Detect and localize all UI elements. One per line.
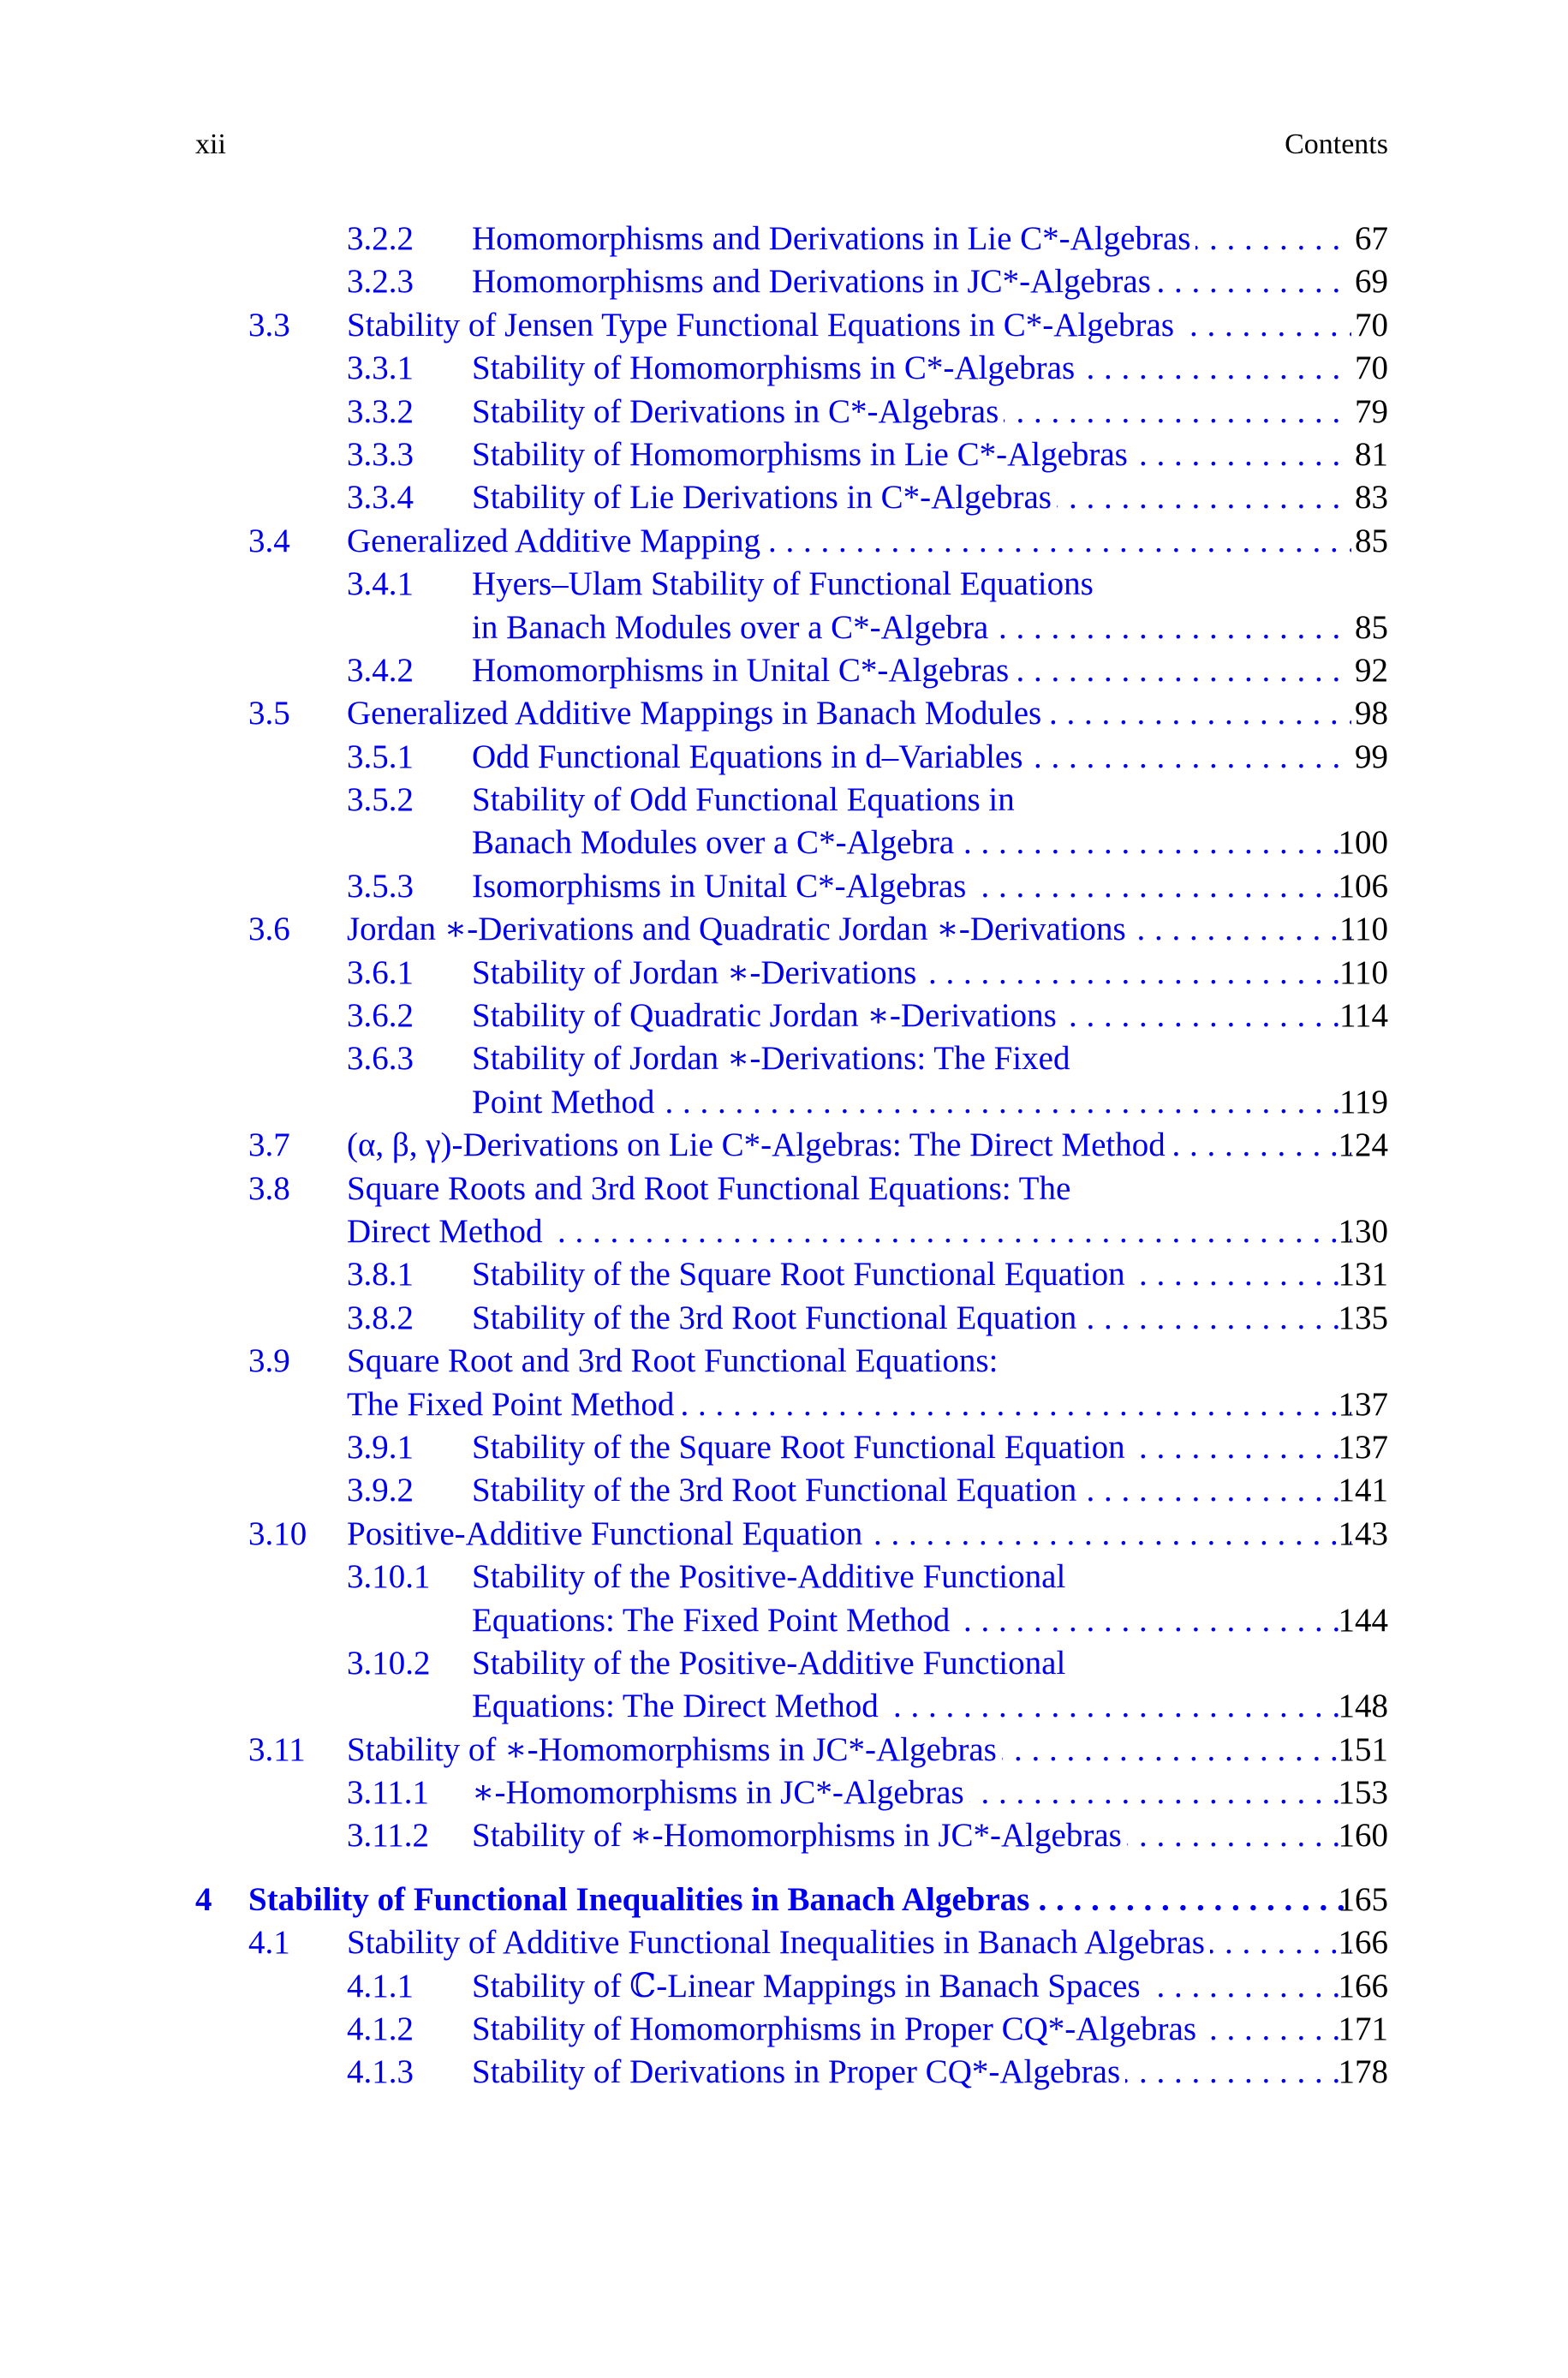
toc-entry-number: 3.4.1 [347, 565, 414, 603]
toc-entry-title[interactable]: ∗-Homomorphisms in JC*-Algebras . . . [472, 1772, 1351, 1814]
toc-entry-number: 3.3.3 [347, 435, 414, 473]
toc-entry-title[interactable]: Homomorphisms in Unital C*-Algebras . . . [472, 649, 1351, 692]
toc-entry[interactable] [195, 520, 1388, 563]
toc-entry-title[interactable]: Stability of ∗-Homomorphisms in JC*-Algebras . . . [347, 1729, 1351, 1772]
toc-entry[interactable] [195, 1037, 1388, 1080]
toc-entry-title[interactable]: Stability of Odd Functional Equations in [472, 779, 1351, 822]
toc-entry-page: 110 [1338, 953, 1388, 991]
toc-entry-page: 106 [1338, 867, 1388, 905]
toc-entry-title[interactable]: Stability of Homomorphisms in Proper CQ*-Algebras . . . [472, 2008, 1351, 2051]
toc-entry-title[interactable]: Homomorphisms and Derivations in Lie C*-Algebras . . . [472, 218, 1351, 260]
toc-entry[interactable] [195, 908, 1388, 951]
toc-entry-title[interactable]: Stability of Lie Derivations in C*-Algebras . . . [472, 476, 1351, 519]
toc-entry-page: 160 [1338, 1817, 1388, 1855]
toc-entry-page: 99 [1355, 738, 1388, 775]
toc-entry-title[interactable]: Point Method . . . [472, 1081, 1351, 1124]
toc-entry-page: 148 [1338, 1688, 1388, 1725]
toc-entry-number: 3.4 [248, 522, 290, 559]
toc-entry-title[interactable]: The Fixed Point Method . . . [347, 1383, 1351, 1426]
toc-entry[interactable] [195, 1297, 1388, 1340]
page-header [195, 128, 1388, 166]
toc-entry-number: 3.6.2 [347, 997, 414, 1035]
toc-entry-page: 83 [1355, 479, 1388, 517]
toc-entry[interactable] [195, 1168, 1388, 1210]
toc-entry-number: 3.5.1 [347, 738, 414, 775]
toc-entry-page: 81 [1355, 435, 1388, 473]
toc-entry[interactable] [195, 476, 1388, 519]
toc-entry[interactable] [195, 1642, 1388, 1685]
toc-entry-title[interactable]: Stability of ℂ-Linear Mappings in Banach Spaces . . . [472, 1965, 1351, 2008]
toc-entry-number: 3.10.2 [347, 1644, 431, 1682]
toc-entry-title[interactable]: Square Root and 3rd Root Functional Equations: [347, 1340, 1351, 1383]
toc-entry-page: 69 [1355, 263, 1388, 301]
toc-entry-page: 165 [1338, 1880, 1388, 1918]
toc-entry-page: 67 [1355, 220, 1388, 257]
toc-entry[interactable] [195, 1124, 1388, 1167]
toc-entry-number: 3.3 [248, 306, 290, 344]
toc-entry-page: 110 [1338, 911, 1388, 948]
toc-entry-title[interactable]: Stability of Jordan ∗-Derivations . . . [472, 952, 1351, 995]
toc-entry[interactable] [195, 1599, 1388, 1642]
toc-entry-page: 178 [1338, 2053, 1388, 2091]
toc-entry-title[interactable]: Direct Method . . . [347, 1210, 1351, 1253]
toc-entry[interactable] [195, 1426, 1388, 1469]
toc-entry-number: 3.9 [248, 1342, 290, 1380]
toc-entry-page: 79 [1355, 392, 1388, 430]
toc-entry-number: 3.11.1 [347, 1774, 430, 1812]
toc-entry-title[interactable]: Stability of Jordan ∗-Derivations: The Fixed [472, 1037, 1351, 1080]
toc-entry-title[interactable]: Homomorphisms and Derivations in JC*-Algebras . . . [472, 260, 1351, 303]
toc-entry-number: 3.10 [248, 1515, 307, 1552]
toc-entry-title[interactable]: Generalized Additive Mappings in Banach Modules . . . [347, 692, 1351, 735]
toc-entry-title[interactable]: Stability of the 3rd Root Functional Equation . . . [472, 1297, 1351, 1340]
toc-entry-number: 3.10.1 [347, 1558, 431, 1596]
toc-entry-title[interactable]: Stability of Homomorphisms in C*-Algebras . . . [472, 347, 1351, 390]
toc-entry-title[interactable]: Stability of ∗-Homomorphisms in JC*-Algebras . . . [472, 1814, 1351, 1857]
toc-entry-page: 92 [1355, 651, 1388, 689]
toc-entry-number: 3.3.1 [347, 350, 414, 387]
toc-chapter-entry[interactable] [195, 1879, 1388, 1921]
toc-entry[interactable] [195, 649, 1388, 692]
toc-entry-page: 143 [1338, 1515, 1388, 1552]
toc-entry-title[interactable]: Stability of Derivations in C*-Algebras . . . [472, 391, 1351, 433]
toc-entry-number: 3.8.2 [347, 1299, 414, 1336]
toc-entry-page: 85 [1355, 522, 1388, 559]
toc-entry-number: 3.4.2 [347, 651, 414, 689]
toc-entry-title[interactable]: Stability of the Square Root Functional Equation . . . [472, 1426, 1351, 1469]
toc-entry-number: 3.11 [248, 1730, 306, 1768]
toc-entry[interactable] [195, 1921, 1388, 1964]
toc-entry[interactable] [195, 347, 1388, 390]
toc-entry[interactable] [195, 606, 1388, 649]
toc-entry-page: 153 [1338, 1774, 1388, 1812]
toc-entry[interactable] [195, 865, 1388, 908]
toc-entry-number: 4.1.3 [347, 2053, 414, 2091]
toc-entry-page: 98 [1355, 695, 1388, 732]
toc-entry-page: 70 [1355, 306, 1388, 344]
toc-entry[interactable] [195, 391, 1388, 433]
toc-entry-title[interactable]: Banach Modules over a C*-Algebra . . . [472, 822, 1351, 864]
toc-entry[interactable] [195, 1081, 1388, 1124]
toc-entry-page: 85 [1355, 608, 1388, 646]
toc-entry-page: 135 [1338, 1299, 1388, 1336]
toc-entry[interactable] [195, 1513, 1388, 1556]
toc-entry-title[interactable]: Stability of the Positive-Additive Functional [472, 1642, 1351, 1685]
toc-entry-title[interactable]: Odd Functional Equations in d–Variables . . . [472, 736, 1351, 779]
toc-entry[interactable] [195, 304, 1388, 347]
toc-entry[interactable] [195, 1965, 1388, 2008]
toc-entry-title[interactable]: Stability of the 3rd Root Functional Equation . . . [472, 1469, 1351, 1512]
toc-entry-title[interactable]: Stability of Homomorphisms in Lie C*-Algebras . . . [472, 433, 1351, 476]
toc-entry-title[interactable]: Positive-Additive Functional Equation . . . [347, 1513, 1351, 1556]
toc-entry-number: 3.9.2 [347, 1472, 414, 1509]
toc-entry-title[interactable]: in Banach Modules over a C*-Algebra . . . [472, 606, 1351, 649]
toc-entry-title[interactable]: (α, β, γ)-Derivations on Lie C*-Algebras: The Direct Method . . . [347, 1124, 1351, 1167]
toc-entry-number: 3.5 [248, 695, 290, 732]
toc-entry-number: 3.2.3 [347, 263, 414, 301]
toc-entry[interactable] [195, 218, 1388, 260]
toc-entry-title[interactable]: Isomorphisms in Unital C*-Algebras . . . [472, 865, 1351, 908]
toc-entry[interactable] [195, 1383, 1388, 1426]
toc-entry-number: 3.6 [248, 911, 290, 948]
toc-entry[interactable] [195, 1340, 1388, 1383]
toc-entry-title[interactable]: Generalized Additive Mapping . . . [347, 520, 1351, 563]
running-title: Contents [1285, 128, 1388, 160]
toc-entry-title[interactable]: Stability of Quadratic Jordan ∗-Derivations . . . [472, 995, 1351, 1037]
toc-entry-page: 119 [1338, 1083, 1388, 1120]
toc-entry-number: 4 [195, 1880, 212, 1918]
toc-entry-number: 3.9.1 [347, 1428, 414, 1466]
toc-entry-number: 3.3.4 [347, 479, 414, 517]
toc-entry-title[interactable]: Stability of Functional Inequalities in Banach Algebras . . . [248, 1879, 1351, 1921]
toc-entry-number: 4.1 [248, 1924, 290, 1962]
toc-entry-number: 3.11.2 [347, 1817, 430, 1855]
toc-entry-title[interactable]: Equations: The Direct Method . . . [472, 1685, 1351, 1728]
toc-entry-page: 171 [1338, 2011, 1388, 2048]
toc-entry-page: 100 [1338, 824, 1388, 862]
toc-entry[interactable] [195, 1772, 1388, 1814]
toc-entry[interactable] [195, 1210, 1388, 1253]
toc-entry-page: 141 [1338, 1472, 1388, 1509]
toc-entry-page: 114 [1338, 997, 1388, 1035]
toc-entry[interactable] [195, 995, 1388, 1037]
toc-entry[interactable] [195, 736, 1388, 779]
toc-entry-page: 137 [1338, 1428, 1388, 1466]
toc-entry-number: 3.8.1 [347, 1256, 414, 1294]
toc-entry-title[interactable]: Stability of the Square Root Functional Equation . . . [472, 1253, 1351, 1296]
chapter-spacer [195, 1858, 1388, 1879]
toc-entry-title[interactable]: Stability of Additive Functional Inequalities in Banach Algebras . . . [347, 1921, 1351, 1964]
toc-entry[interactable] [195, 1556, 1388, 1598]
toc-entry[interactable] [195, 779, 1388, 822]
toc-entry-page: 70 [1355, 350, 1388, 387]
toc-entry-number: 3.7 [248, 1126, 290, 1164]
toc-entry[interactable] [195, 563, 1388, 606]
toc-entry[interactable] [195, 952, 1388, 995]
toc-entry[interactable] [195, 1469, 1388, 1512]
toc-entry-title[interactable]: Stability of Derivations in Proper CQ*-Algebras . . . [472, 2051, 1351, 2094]
toc-entry[interactable] [195, 822, 1388, 864]
toc-entry-title[interactable]: Equations: The Fixed Point Method . . . [472, 1599, 1351, 1642]
page-number: xii [195, 128, 226, 160]
toc-entry-title[interactable]: Square Roots and 3rd Root Functional Equations: The [347, 1168, 1351, 1210]
toc-entry-title[interactable]: Stability of Jensen Type Functional Equations in C*-Algebras . . . [347, 304, 1351, 347]
toc-entry-number: 3.3.2 [347, 392, 414, 430]
toc-entry[interactable] [195, 1814, 1388, 1857]
toc-entry[interactable] [195, 260, 1388, 303]
table-of-contents [195, 218, 1388, 2094]
toc-entry-number: 3.8 [248, 1169, 290, 1207]
toc-entry-page: 166 [1338, 1924, 1388, 1962]
toc-entry-number: 4.1.2 [347, 2011, 414, 2048]
toc-entry-page: 131 [1338, 1256, 1388, 1294]
toc-entry[interactable] [195, 1729, 1388, 1772]
toc-entry-number: 3.6.3 [347, 1040, 414, 1078]
toc-entry-page: 166 [1338, 1967, 1388, 2005]
toc-entry-number: 3.6.1 [347, 953, 414, 991]
toc-entry-number: 3.5.3 [347, 867, 414, 905]
toc-entry-page: 124 [1338, 1126, 1388, 1164]
toc-entry-page: 130 [1338, 1212, 1388, 1250]
toc-entry-page: 137 [1338, 1385, 1388, 1423]
toc-entry[interactable] [195, 2051, 1388, 2094]
toc-entry[interactable] [195, 433, 1388, 476]
toc-entry-number: 3.5.2 [347, 781, 414, 819]
toc-entry[interactable] [195, 1253, 1388, 1296]
toc-entry[interactable] [195, 692, 1388, 735]
toc-entry-number: 3.2.2 [347, 220, 414, 257]
toc-entry-number: 4.1.1 [347, 1967, 414, 2005]
toc-entry-page: 151 [1338, 1730, 1388, 1768]
toc-entry-page: 144 [1338, 1601, 1388, 1639]
toc-entry-title[interactable]: Hyers–Ulam Stability of Functional Equations [472, 563, 1351, 606]
toc-entry[interactable] [195, 2008, 1388, 2051]
toc-entry[interactable] [195, 1685, 1388, 1728]
toc-entry-title[interactable]: Jordan ∗-Derivations and Quadratic Jordan ∗-Derivations . . . [347, 908, 1351, 951]
toc-entry-title[interactable]: Stability of the Positive-Additive Functional [472, 1556, 1351, 1598]
